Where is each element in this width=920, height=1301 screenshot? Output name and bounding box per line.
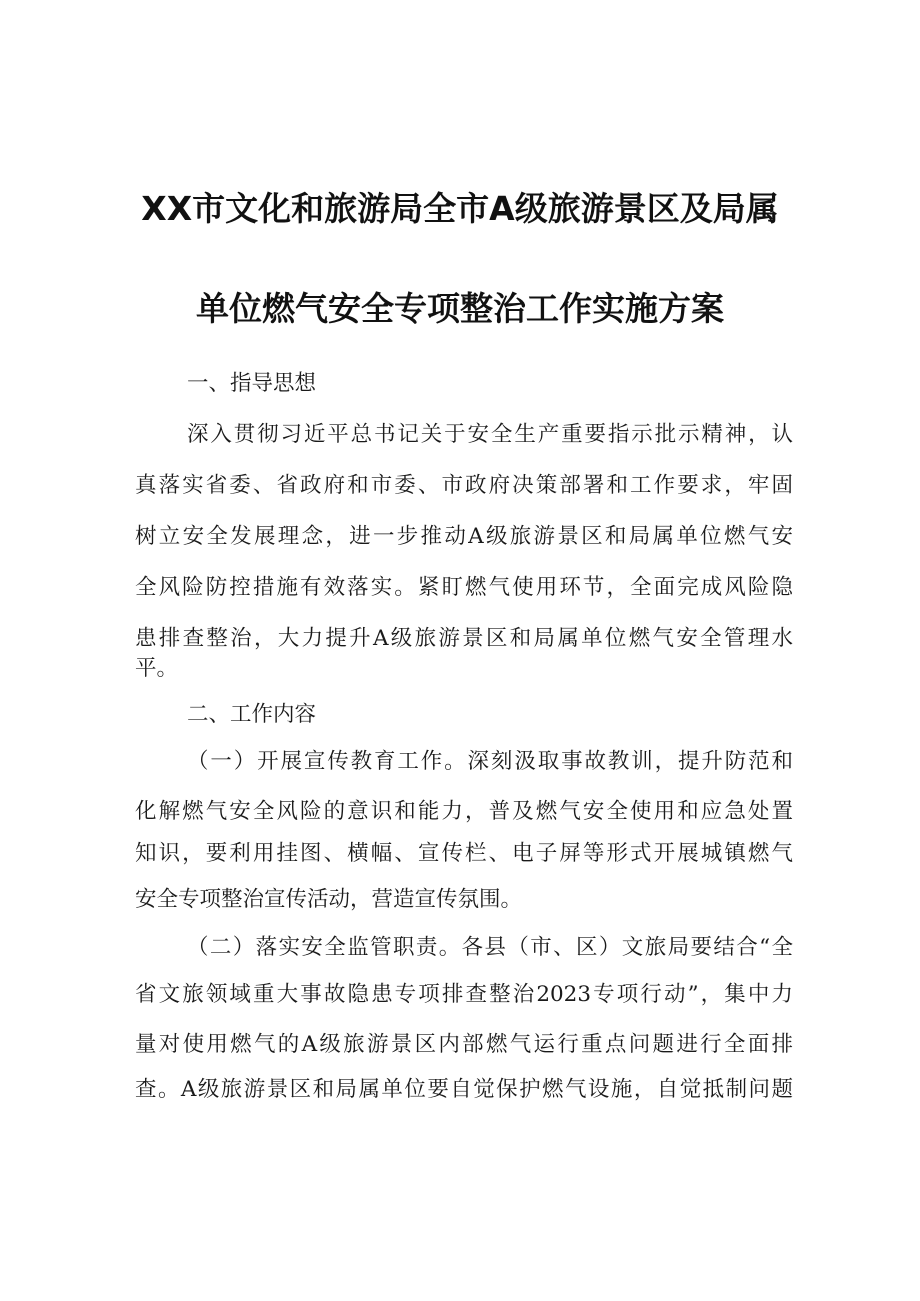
paragraph-line: （二）落实安全监管职责。各县（市、区）文旅局要结合“全 [187,935,793,960]
paragraph-line: （一）开展宣传教育工作。深刻汲取事故教训，提升防范和 [187,749,793,774]
paragraph-line: 知识，要利用挂图、横幅、宣传栏、电子屏等形式开展城镇燃气 [135,841,793,866]
document-title-line-1: XX市文化和旅游局全市A级旅游景区及局属 [141,189,779,228]
paragraph-line: 平。 [135,656,179,681]
paragraph-line: 全风险防控措施有效落实。紧盯燃气使用环节，全面完成风险隐 [135,575,793,600]
paragraph-line: 真落实省委、省政府和市委、市政府决策部署和工作要求，牢固 [135,473,793,498]
section-heading-guiding-ideology: 一、指导思想 [187,371,317,396]
paragraph-line: 化解燃气安全风险的意识和能力，普及燃气安全使用和应急处置 [135,799,793,824]
document-title-line-2: 单位燃气安全专项整治工作实施方案 [196,289,724,328]
paragraph-line: 省文旅领域重大事故隐患专项排查整治2023专项行动”，集中力 [135,982,793,1007]
paragraph-line: 患排查整治，大力提升A级旅游景区和局属单位燃气安全管理水 [135,626,793,651]
paragraph-line: 安全专项整治宣传活动，营造宣传氛围。 [135,887,523,912]
paragraph-line: 量对使用燃气的A级旅游景区内部燃气运行重点问题进行全面排 [135,1032,793,1057]
paragraph-line: 查。A级旅游景区和局属单位要自觉保护燃气设施，自觉抵制问题 [135,1077,793,1102]
paragraph-line: 深入贯彻习近平总书记关于安全生产重要指示批示精神，认 [187,422,793,447]
section-heading-work-content: 二、工作内容 [187,702,317,727]
paragraph-line: 树立安全发展理念，进一步推动A级旅游景区和局属单位燃气安 [135,524,793,549]
